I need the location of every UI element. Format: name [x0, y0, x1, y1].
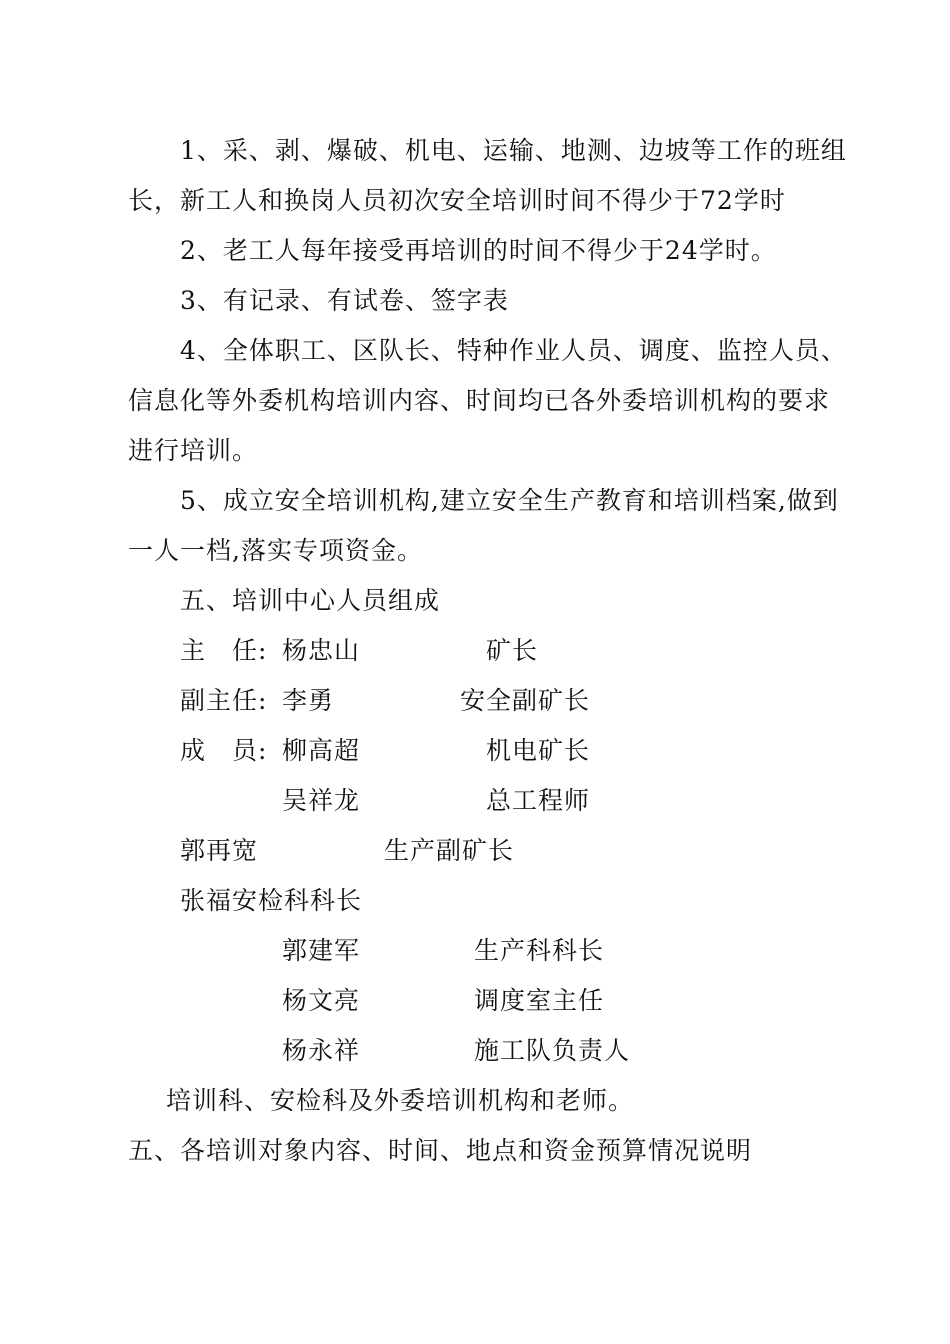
member-name: 郭再宽 [180, 836, 259, 865]
paragraph-2: 2、老工人每年接受再培训的时间不得少于24学时。 [180, 236, 777, 265]
member-name: 张福安检科科长 [180, 886, 363, 915]
paragraph-1-line-2: 长，新工人和换岗人员初次安全培训时间不得少于72学时 [128, 186, 786, 215]
member-name: 杨永祥 [282, 1036, 361, 1065]
member-name: 柳高超 [282, 736, 361, 765]
member-title: 总工程师 [486, 786, 591, 815]
director-label: 主 任: [180, 636, 268, 665]
member-title: 施工队负责人 [474, 1036, 631, 1065]
closing-line: 培训科、安检科及外委培训机构和老师。 [166, 1086, 635, 1115]
paragraph-4-line-1: 4、全体职工、区队长、特种作业人员、调度、监控人员、 [180, 336, 847, 365]
members-label: 成 员: [180, 736, 268, 765]
member-name: 吴祥龙 [282, 786, 361, 815]
next-section-title: 五、各培训对象内容、时间、地点和资金预算情况说明 [128, 1136, 753, 1165]
member-title: 调度室主任 [474, 986, 605, 1015]
member-title: 生产副矿长 [384, 836, 515, 865]
section-title: 五、培训中心人员组成 [180, 586, 441, 615]
director-title: 矿长 [486, 636, 539, 665]
member-title: 机电矿长 [486, 736, 591, 765]
member-title: 生产科科长 [474, 936, 605, 965]
member-name: 郭建军 [282, 936, 361, 965]
paragraph-4-line-3: 进行培训。 [128, 436, 259, 465]
paragraph-3: 3、有记录、有试卷、签字表 [180, 286, 509, 315]
deputy-label: 副主任: [180, 686, 268, 715]
member-name: 杨文亮 [282, 986, 361, 1015]
paragraph-5-line-2: 一人一档,落实专项资金。 [128, 536, 423, 565]
director-name: 杨忠山 [282, 636, 361, 665]
paragraph-4-line-2: 信息化等外委机构培训内容、时间均已各外委培训机构的要求 [128, 386, 831, 415]
deputy-title: 安全副矿长 [460, 686, 591, 715]
paragraph-1-line-1: 1、采、剥、爆破、机电、运输、地测、边坡等工作的班组 [180, 136, 847, 165]
paragraph-5-line-1: 5、成立安全培训机构,建立安全生产教育和培训档案,做到 [180, 486, 839, 515]
deputy-name: 李勇 [282, 686, 335, 715]
